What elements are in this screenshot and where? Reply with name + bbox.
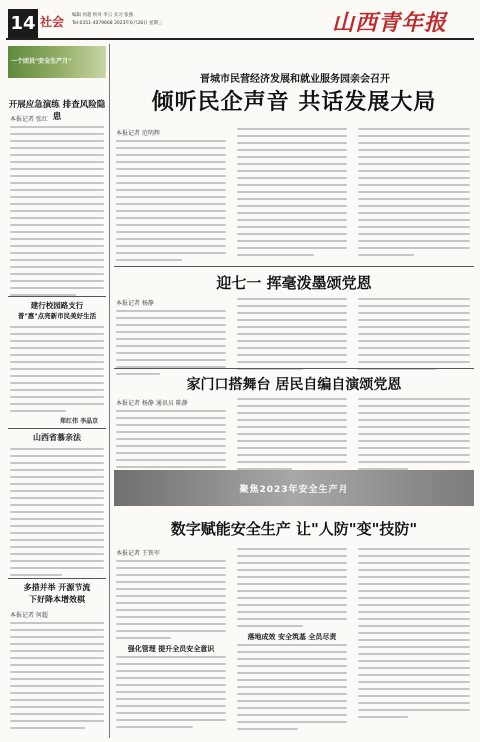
lead-body-col-2 bbox=[237, 128, 347, 261]
left-divider-2 bbox=[8, 428, 106, 429]
article-4-subhead-1: 强化管理 提升全员安全意识 bbox=[127, 645, 215, 653]
header-rule bbox=[6, 38, 474, 40]
article-4-banner bbox=[114, 470, 474, 506]
left-divider-1 bbox=[8, 296, 106, 297]
masthead-logo: 山西青年报 bbox=[332, 10, 448, 36]
article-4-subhead-2: 落地成效 安全筑基 全员尽责 bbox=[247, 633, 337, 641]
left-article-4-byline: 本报记者 何超 bbox=[10, 612, 48, 619]
main-divider-2 bbox=[114, 368, 474, 369]
article-4-body-col-1a bbox=[116, 560, 226, 644]
article-4-body-col-1b bbox=[116, 656, 226, 733]
article-3-headline: 家门口搭舞台 居民自编自演颂党恩 bbox=[186, 377, 402, 393]
article-4-body-col-2a bbox=[237, 548, 347, 632]
lead-body-col-3 bbox=[358, 128, 470, 261]
left-article-4-title-2: 下好降本增效棋 bbox=[29, 595, 85, 604]
article-2-byline: 本报记者 杨静 bbox=[116, 300, 154, 307]
header-meta-2: Tel:0351-4079668 2023年6月28日 星期三 bbox=[72, 21, 163, 26]
lead-body-col-1 bbox=[116, 140, 226, 266]
lead-byline: 本报记者 范明辉 bbox=[116, 130, 160, 137]
section-name: 社会 bbox=[40, 15, 65, 29]
article-3-byline: 本报记者 杨静 通讯员 陈静 bbox=[116, 400, 188, 407]
banner-box bbox=[8, 46, 106, 78]
left-article-2-byline: 郑红伟 李晶京 bbox=[60, 418, 99, 425]
banner-text: 一个团员"安全生产月" bbox=[11, 58, 72, 65]
article-2-body-col-1 bbox=[116, 310, 226, 380]
article-4-body-col-3 bbox=[358, 548, 470, 723]
article-4-body-col-2b bbox=[237, 644, 347, 735]
column-divider bbox=[109, 44, 110, 738]
page-number: 14 bbox=[8, 9, 38, 39]
left-article-1-title: 开展应急演练 排查风险隐患 bbox=[8, 100, 106, 122]
main-divider-1 bbox=[114, 266, 474, 267]
left-article-2-body bbox=[10, 326, 104, 417]
article-4-banner-text: 聚焦2023年安全生产月 bbox=[239, 485, 349, 495]
left-article-1-byline: 本报记者 张红 bbox=[10, 116, 48, 123]
left-article-3-title: 山西省慕亲法 bbox=[33, 433, 81, 442]
article-4-headline: 数字赋能安全生产 让"人防"变"技防" bbox=[170, 520, 418, 538]
left-article-4-title-1: 多措并举 开源节流 bbox=[23, 583, 91, 592]
left-article-2-title-1: 建行校园路支行 bbox=[30, 301, 84, 310]
left-article-4-body bbox=[10, 622, 104, 734]
article-4-byline: 本报记者 王铁军 bbox=[116, 550, 160, 557]
left-article-3-body bbox=[10, 448, 104, 581]
left-article-1-body bbox=[10, 126, 104, 301]
lead-kicker: 晋城市民营经济发展和就业服务园亲会召开 bbox=[200, 74, 390, 85]
article-2-body-col-2 bbox=[237, 298, 347, 375]
header-meta: 编辑 何超 校对 李云 实习 张燕 bbox=[72, 13, 134, 18]
article-3-body-col-2 bbox=[237, 398, 347, 475]
lead-headline: 倾听民企声音 共话发展大局 bbox=[151, 90, 437, 115]
article-3-body-col-3 bbox=[358, 398, 470, 475]
article-2-headline: 迎七一 挥毫泼墨颂党恩 bbox=[216, 274, 372, 292]
left-divider-3 bbox=[8, 578, 106, 579]
article-2-body-col-3 bbox=[358, 298, 470, 375]
left-article-2-title-2: 普"惠"点亮新市民美好生活 bbox=[17, 312, 97, 320]
